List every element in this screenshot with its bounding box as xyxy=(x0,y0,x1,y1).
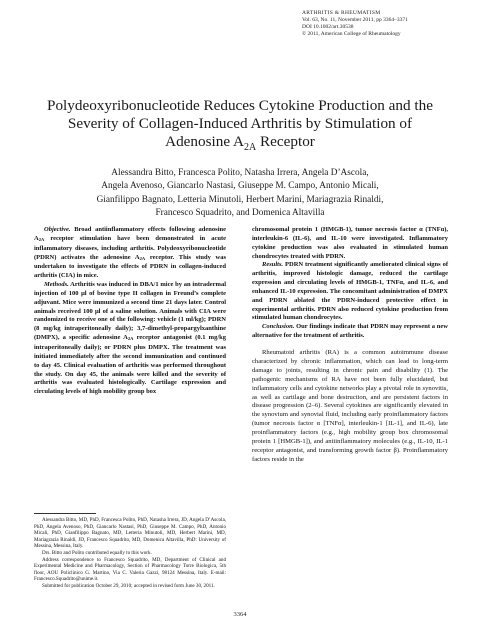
title-line-3: Adenosine $A_{2A}$ Receptor xyxy=(165,133,315,154)
article-title xyxy=(20,97,460,157)
right-column xyxy=(252,226,448,465)
journal-header xyxy=(302,10,474,38)
footnote-affiliations: Alessandra Bitto, MD, PhD, Francesca Polito, PhD, Natasha Irrera, JD, Angela D’Ascola, PhD, Angela Avenoso, PhD, Giancarlo Nastasi, PhD, Giuseppe M. Campo, PhD, Antonio Micali, PhD, Gianfilippo Bagnato, MD, Letteria Minutoli, MD, Herbert Marini, MD, Mariagrazia Rinaldi, JD, Francesco Squadrito, MD, Domenica Altavilla, PhD: University of Messina, Messina, Italy. xyxy=(34,517,226,550)
footnote-contribution: Drs. Bitto and Polito contributed equally to this work. xyxy=(42,549,152,556)
author-line: Angela Avenoso, Giancarlo Nastasi, Giuseppe M. Campo, Antonio Micali, xyxy=(101,181,379,192)
footnotes xyxy=(34,516,226,590)
title-line-2: Severity of Collagen-Induced Arthritis by Stimulation of xyxy=(67,115,413,132)
footnote-correspondence: Address correspondence to Francesco Squadrito, MD, Department of Clinical and Experimental Medicine and Pharmacology, Section of Pharmacology Torre Biologica, 5th floor, AOU Policlinico G. Martino, Via C. Valeria Gazzi, 98124 Messina, Italy. E-mail: Francesco.Squadrito@unime.it. xyxy=(34,556,226,583)
abstract-right xyxy=(252,226,448,341)
abstract-conclusion: Conclusion. Our findings indicate that PDRN may represent a new alternative for the treatment of arthritis. xyxy=(252,323,448,340)
author-list xyxy=(40,167,440,221)
journal-copyright: © 2011, American College of Rheumatology xyxy=(302,31,401,37)
abstract-objective: Objective. Broad antiinflammatory effects following adenosine $A_{2A}$ receptor stimulation have been demonstrated in acute inflammatory diseases, including arthritis. Polydeoxyribonucleotide (PDRN) activates the adenosine $A_{2A}$ receptor. This study was undertaken to investigate the effects of PDRN in collagen-induced arthritis (CIA) in mice. xyxy=(34,226,226,280)
footnote-rule xyxy=(34,513,96,514)
journal-name: ARTHRITIS & RHEUMATISM xyxy=(302,10,381,16)
body-paragraph: Rheumatoid arthritis (RA) is a common autoimmune disease characterized by chronic inflammation, which can lead to long-term damage to joints, resulting in chronic pain and disability (1). The pathogenic mechanisms of RA have not been fully elucidated, but inflammatory cells and cytokine networks play a pivotal role in synovitis, as well as cartilage and bone destruction, and are persistent factors in disease progression (2–6). Several cytokines are significantly elevated in the synovium and synovial fluid, including early proinflammatory factors (tumor necrosis factor α [TNFα], interleukin-1 [IL-1], and IL-6), late proinflammatory factors (e.g., high mobility group box chromosomal protein 1 [HMGB-1]), and antiinflammatory molecules (e.g., IL-10, IL-1 receptor antagonist, and transforming growth factor β). Proinflammatory factors reside in the xyxy=(252,348,448,463)
author-line: Francesco Squadrito, and Domenica Altavilla xyxy=(155,208,325,219)
journal-doi: DOI 10.1002/art.30538 xyxy=(302,24,354,30)
footnote-submission: Submitted for publication October 29, 2010; accepted in revised form June 30, 2011. xyxy=(42,582,215,589)
author-line: Alessandra Bitto, Francesca Polito, Natasha Irrera, Angela D’Ascola, xyxy=(111,168,369,178)
journal-volume: Vol. 63, No. 11, November 2011, pp 3364–3371 xyxy=(302,17,408,23)
abstract-methods: Methods. Arthritis was induced in DBA/1 mice by an intradermal injection of 100 μl of bovine type II collagen in Freund’s complete adjuvant. Mice were immunized a second time 21 days later. Control animals received 100 μl of a saline solution. Animals with CIA were randomized to receive one of the following: vehicle (1 ml/kg); PDRN (8 mg/kg intraperitoneally daily); 3,7-dimethyl-propargylxanthine (DMPX), a specific adenosine $A_{2A}$ receptor antagonist (0.1 mg/kg intraperitoneally daily); or PDRN plus DMPX. The treatment was initiated immediately after the second immunization and continued to day 45. Clinical evaluation of arthritis was performed throughout the study. On day 45, the animals were killed and the severity of arthritis was evaluated histologically. Cartilage expression and circulating levels of high mobility group box xyxy=(34,281,226,396)
abstract-continuation: chromosomal protein 1 (HMGB-1), tumor necrosis factor α (TNFα), interleukin-6 (IL-6), and IL-10 were investigated. Inflammatory cytokine production was also evaluated in stimulated human chondrocytes treated with PDRN. xyxy=(252,226,448,260)
author-line: Gianfilippo Bagnato, Letteria Minutoli, Herbert Marini, Mariagrazia Rinaldi, xyxy=(96,194,384,205)
page-number: 3364 xyxy=(233,611,247,618)
left-column xyxy=(34,226,226,397)
title-line-1: Polydeoxyribonucleotide Reduces Cytokine Production and the xyxy=(47,97,433,114)
abstract-results: Results. PDRN treatment significantly ameliorated clinical signs of arthritis, improved histologic damage, reduced the cartilage expression and circulating levels of HMGB-1, TNFα, and IL-6, and enhanced IL-10 expression. The concomitant administration of DMPX and PDRN ablated the PDRN-induced protective effect in experimental arthritis. PDRN also reduced cytokine production from stimulated human chondrocytes. xyxy=(252,261,448,322)
abstract-left xyxy=(34,226,226,397)
